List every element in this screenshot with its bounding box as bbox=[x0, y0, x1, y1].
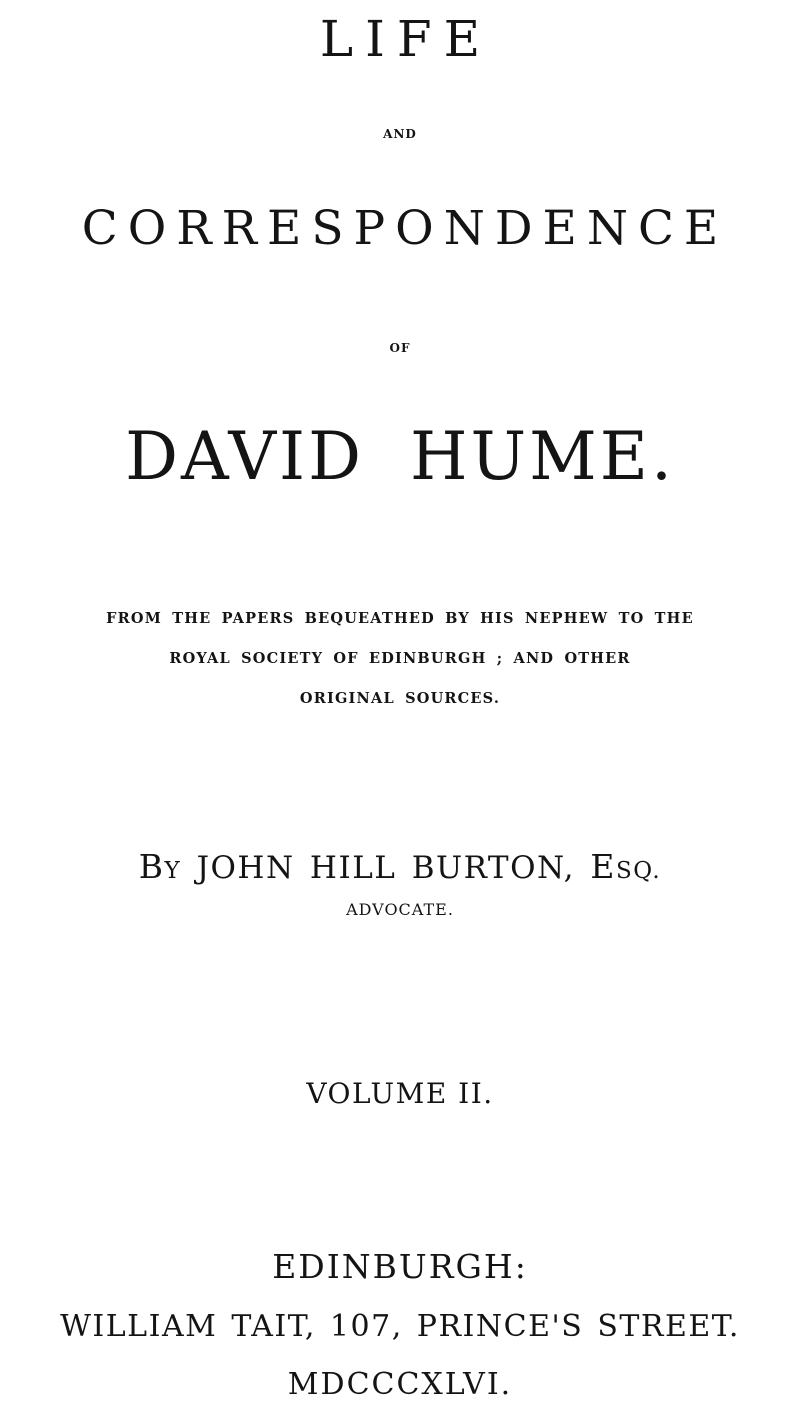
source-note-line-3: ORIGINAL SOURCES. bbox=[299, 690, 501, 707]
author-by-rest: Y bbox=[164, 858, 182, 884]
author-line bbox=[0, 847, 800, 886]
author-suffix-initial: E bbox=[590, 847, 616, 886]
author-suffix-rest: SQ. bbox=[615, 858, 662, 884]
volume-number: VOLUME II. bbox=[306, 1077, 494, 1110]
title-and: AND bbox=[383, 127, 417, 141]
author-name: JOHN HILL BURTON, bbox=[196, 850, 576, 886]
imprint-publisher: WILLIAM TAIT, 107, PRINCE'S STREET. bbox=[60, 1309, 740, 1344]
title-life: LIFE bbox=[319, 10, 493, 68]
imprint-city: EDINBURGH: bbox=[272, 1247, 528, 1286]
author-by-initial: B bbox=[138, 847, 165, 886]
author-profession: ADVOCATE. bbox=[346, 900, 454, 919]
title-david-hume: DAVID HUME. bbox=[125, 418, 675, 495]
title-of: OF bbox=[389, 341, 411, 355]
source-note-line-1: FROM THE PAPERS BEQUEATHED BY HIS NEPHEW TO THE bbox=[106, 610, 694, 627]
imprint-year: MDCCCXLVI. bbox=[287, 1367, 513, 1402]
title-correspondence: CORRESPONDENCE bbox=[81, 201, 729, 256]
source-note-line-2: ROYAL SOCIETY OF EDINBURGH ; AND OTHER bbox=[169, 650, 631, 667]
